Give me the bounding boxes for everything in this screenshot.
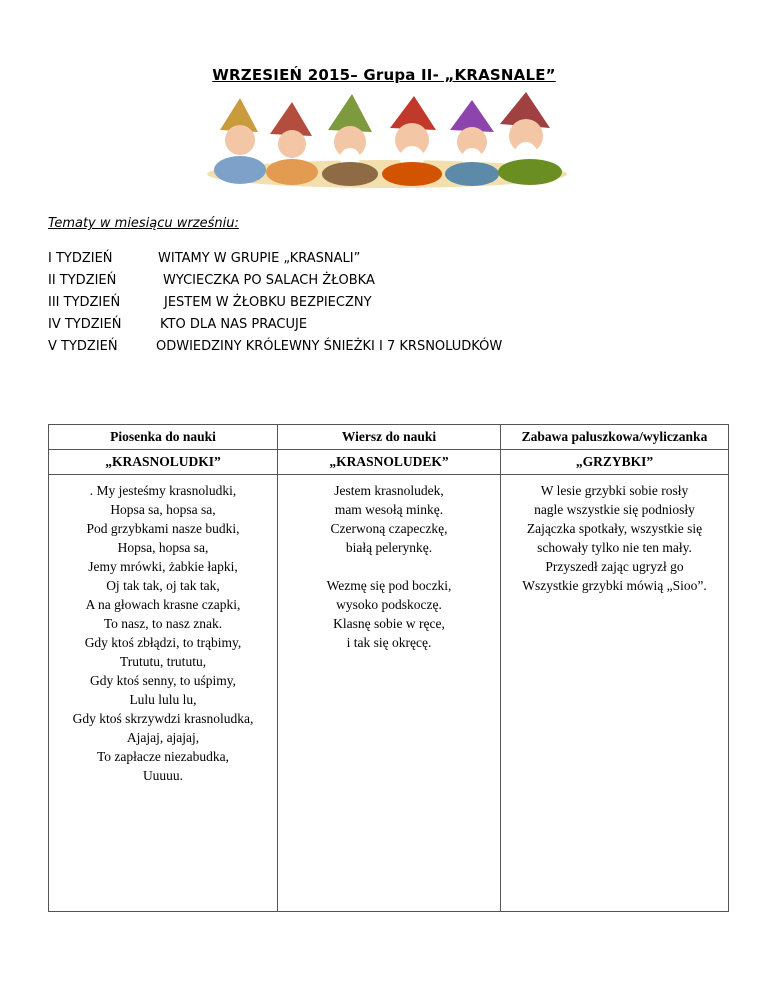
dwarf-figure <box>382 96 442 186</box>
table-header-row <box>49 425 729 450</box>
header-poem: Wiersz do nauki <box>278 425 501 450</box>
topics-heading: Tematy w miesiącu wrześniu: <box>48 216 239 231</box>
header-song: Piosenka do nauki <box>49 425 278 450</box>
dwarf-figure <box>322 94 378 186</box>
dwarf-figure <box>445 100 499 186</box>
game-text: W lesie grzybki sobie rosły nagle wszystkie się podniosły Zajączka spotkały, wszystkie się schowały tylko nie ten mały. Przyszedł zając ugryzł go Wszystkie grzybki mówią „Sioo”. <box>522 483 707 593</box>
dwarf-figure <box>266 102 318 185</box>
dwarfs-illustration <box>200 90 575 190</box>
song-lyrics: . My jesteśmy krasnoludki, Hopsa sa, hopsa sa, Pod grzybkami nasze budki, Hopsa, hopsa sa, Jemy mrówki, żabkie łapki, Oj tak tak, oj tak tak, A na głowach krasne czapki, To nasz, to nasz znak. Gdy ktoś zbłądzi, to trąbimy, Trututu, trututu, Gdy ktoś senny, to uśpimy, Lulu lulu lu, Gdy ktoś skrzywdzi krasnoludka, Ajajaj, ajajaj, To zapłacze niezabudka, Uuuuu. <box>72 483 254 783</box>
table-title-row <box>49 450 729 475</box>
dwarf-figure <box>498 92 562 185</box>
header-finger-game: Zabawa paluszkowa/wyliczanka <box>501 425 729 450</box>
week-topic: KTO DLA NAS PRACUJE <box>160 317 308 332</box>
dwarf-figure <box>214 98 266 184</box>
week-label: III TYDZIEŃ <box>48 295 121 310</box>
week-label: I TYDZIEŃ <box>48 251 113 266</box>
poem-cell <box>278 475 501 912</box>
game-title: „GRZYBKI” <box>501 450 729 475</box>
week-topic: JESTEM W ŻŁOBKU BEZPIECZNY <box>164 295 372 310</box>
week-topic: ODWIEDZINY KRÓLEWNY ŚNIEŻKI I 7 KRSNOLUDKÓW <box>156 339 503 354</box>
game-cell <box>501 475 729 912</box>
poem-stanza-1: Jestem krasnoludek, mam wesołą minkę. Czerwoną czapeczkę, białą pelerynkę. <box>330 483 448 555</box>
week-topic: WYCIECZKA PO SALACH ŻŁOBKA <box>163 273 375 288</box>
table-body-row <box>49 475 729 912</box>
song-title: „KRASNOLUDKI” <box>49 450 278 475</box>
song-cell <box>49 475 278 912</box>
week-label: IV TYDZIEŃ <box>48 317 122 332</box>
week-topic: WITAMY W GRUPIE „KRASNALI” <box>158 251 361 266</box>
week-label: V TYDZIEŃ <box>48 339 118 354</box>
week-label: II TYDZIEŃ <box>48 273 117 288</box>
learning-plan-table <box>48 424 729 912</box>
poem-stanza-2: Wezmę się pod boczki, wysoko podskoczę. Klasnę sobie w ręce, i tak się okręcę. <box>326 578 452 650</box>
page-title: WRZESIEŃ 2015– Grupa II- „KRASNALE” <box>212 66 556 84</box>
poem-title: „KRASNOLUDEK” <box>278 450 501 475</box>
